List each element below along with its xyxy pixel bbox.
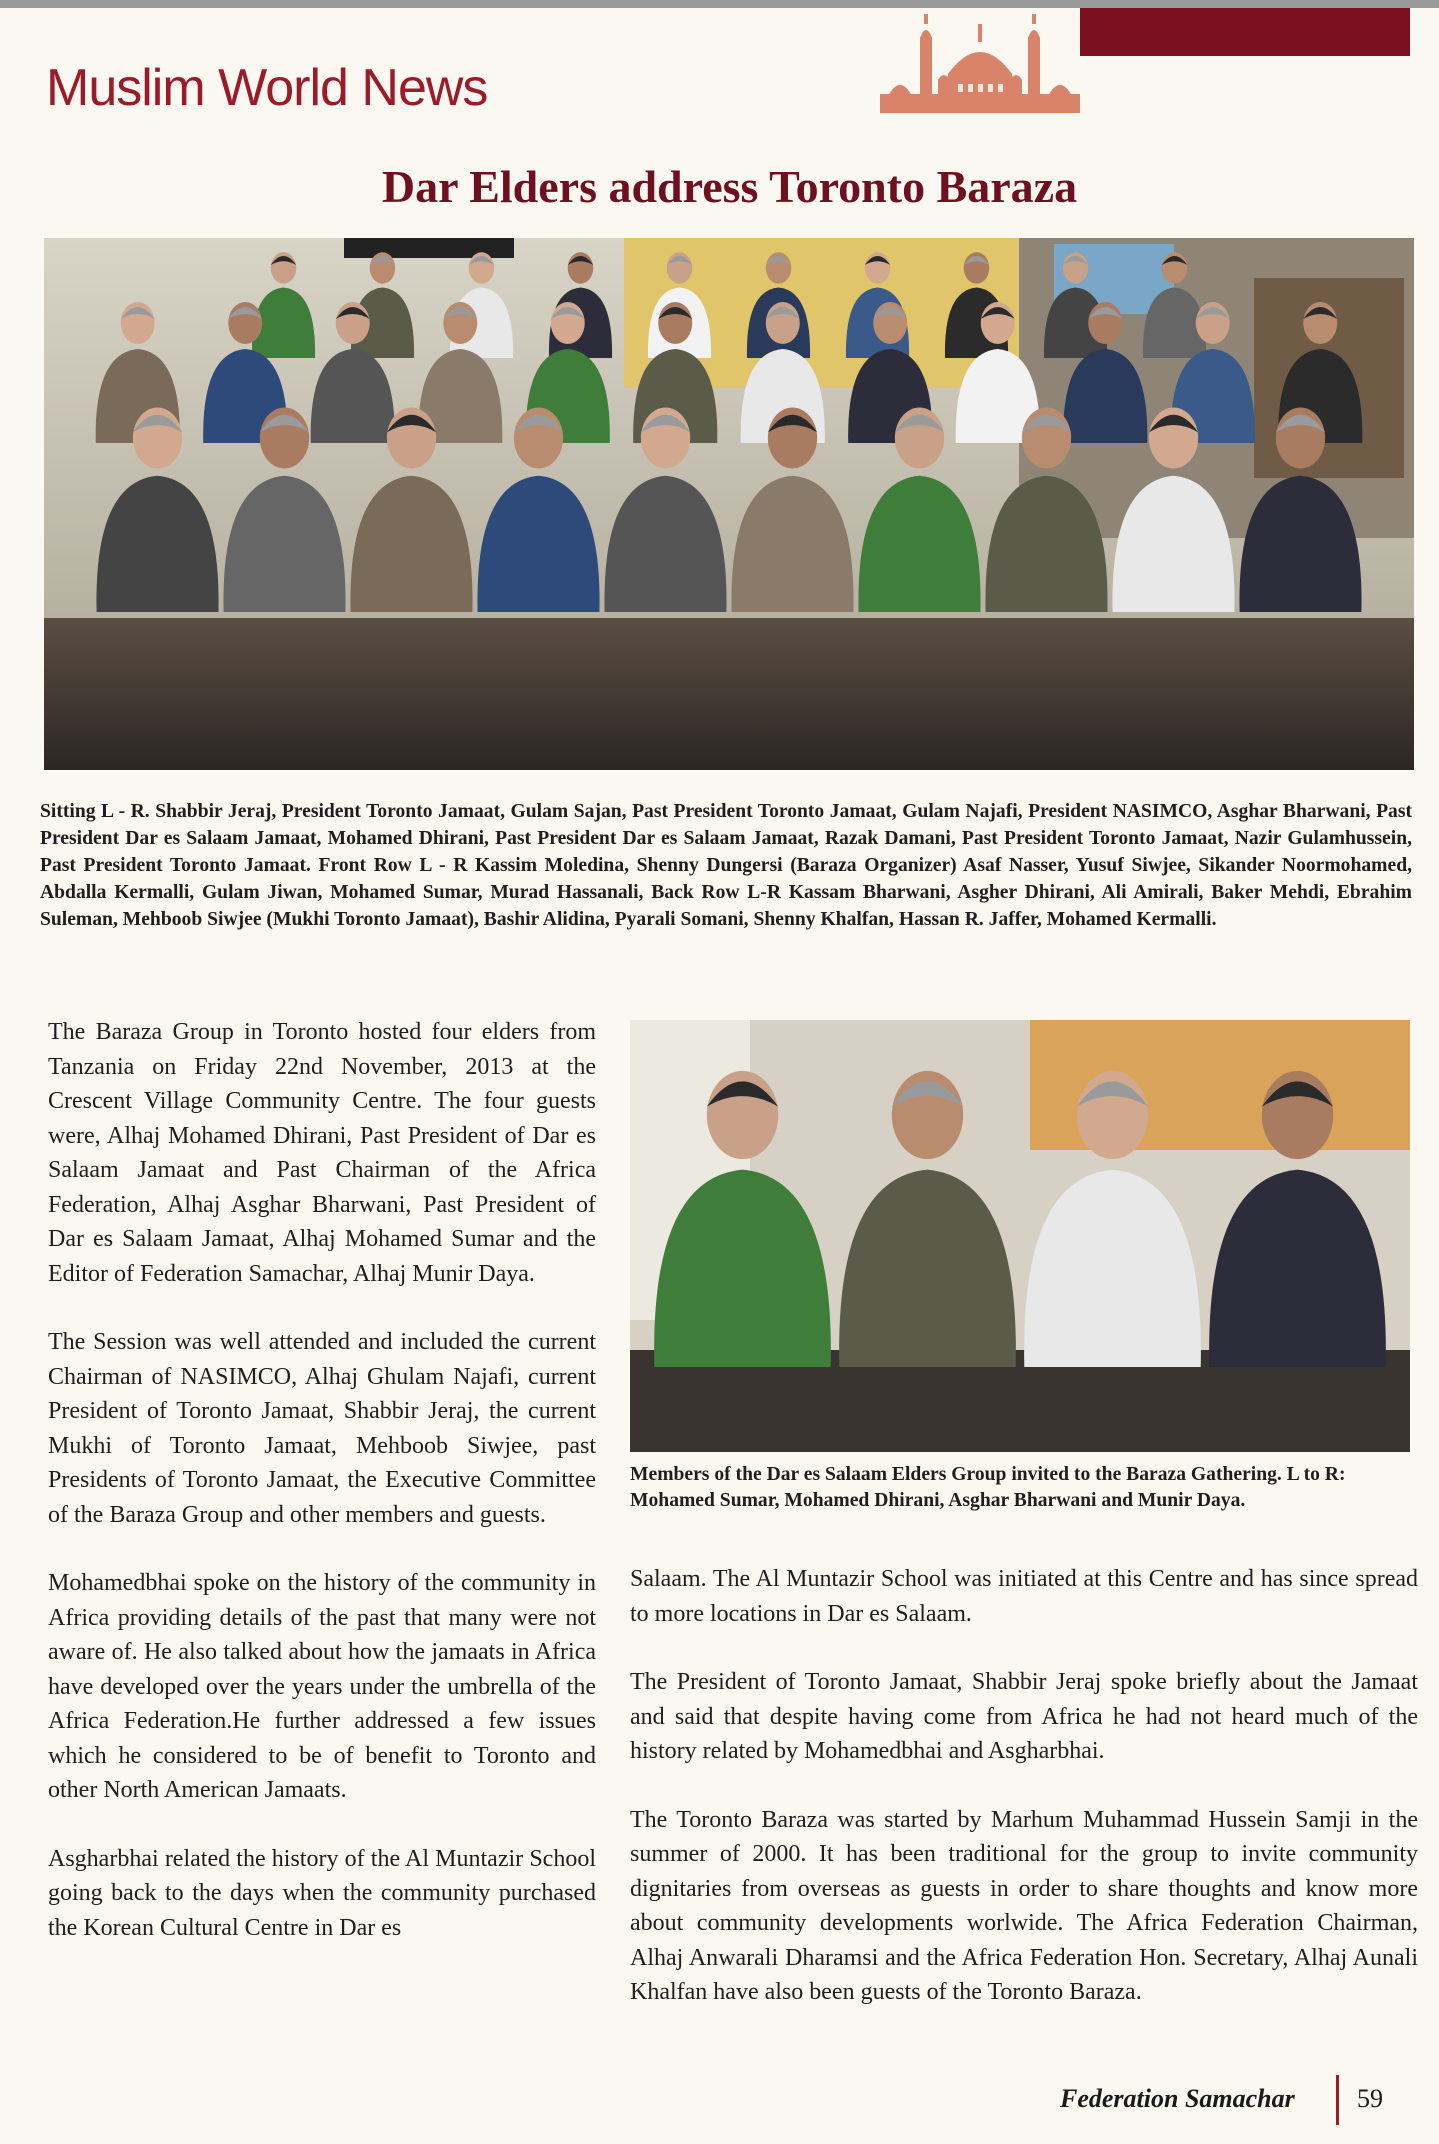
- section-title: Muslim World News: [46, 59, 488, 117]
- publication-name: Federation Samachar: [1060, 2084, 1295, 2113]
- body-paragraph: Mohamedbhai spoke on the history of the community in Africa providing details of the past that many were not aware of. He also talked about how the jamaats in Africa have developed over the years under the umbrella of the Africa Federation.He further addressed a few issues which he considered to be of benefit to Toronto and other North American Jamaats.: [48, 1570, 596, 1803]
- top-rule: [0, 0, 1439, 8]
- article-column-left: [48, 1015, 596, 1979]
- page-number: 59: [1357, 2084, 1383, 2113]
- body-paragraph: The Session was well attended and included the current Chairman of NASIMCO, Alhaj Ghulam Najafi, current President of Toronto Jamaat, Shabbir Jeraj, the current Mukhi of Toronto Jamaat, Mehboob Siwjee, past Presidents of Toronto Jamaat, the Executive Committee of the Baraza Group and other members and guests.: [48, 1329, 596, 1528]
- group-photo-main: [44, 238, 1414, 770]
- mosque-silhouette-icon: [880, 8, 1080, 113]
- article-headline: Dar Elders address Toronto Baraza: [381, 161, 1078, 212]
- body-paragraph: The Baraza Group in Toronto hosted four elders from Tanzania on Friday 22nd November, 2013 at the Crescent Village Community Centre. The four guests were, Alhaj Mohamed Dhirani, Past President of Dar es Salaam Jamaat and Past Chairman of the Africa Federation, Alhaj Asghar Bharwani, Past President of Dar es Salaam Jamaat, Alhaj Mohamed Sumar and the Editor of Federation Samachar, Alhaj Munir Daya.: [48, 1019, 596, 1287]
- body-paragraph: The President of Toronto Jamaat, Shabbir Jeraj spoke briefly about the Jamaat and said that despite having come from Africa he had not heard much of the history related by Mohamedbhai and Asgharbhai.: [630, 1669, 1418, 1764]
- footer-divider: [1336, 2075, 1339, 2125]
- body-paragraph: The Toronto Baraza was started by Marhum Muhammad Hussein Samji in the summer of 2000. It has been traditional for the group to invite community dignitaries from overseas as guests in order to share thoughts and know more about community developments worlwide. The Africa Federation Chairman, Alhaj Anwarali Dharamsi and the Africa Federation Hon. Secretary, Alhaj Aunali Khalfan have also been guests of the Toronto Baraza.: [630, 1806, 1418, 2005]
- header-color-bar: [1080, 8, 1410, 56]
- body-paragraph: Asgharbhai related the history of the Al Muntazir School going back to the days when the community purchased the Korean Cultural Centre in Dar es: [48, 1845, 596, 1941]
- group-photo-elders: [630, 1020, 1410, 1452]
- body-paragraph: Salaam. The Al Muntazir School was initiated at this Centre and has since spread to more locations in Dar es Salaam.: [630, 1566, 1418, 1627]
- article-column-right: [630, 1562, 1418, 2044]
- photo-caption-main: Sitting L - R. Shabbir Jeraj, President Toronto Jamaat, Gulam Sajan, Past President Toronto Jamaat, Gulam Najafi, President NASIMCO, Asghar Bharwani, Past President Dar es Salaam Jamaat, Mohamed Dhirani, Past President Dar es Salaam Jamaat, Razak Damani, Past President Toronto Jamaat, Nazir Gulamhussein, Past President Toronto Jamaat. Front Row L - R Kassim Moledina, Shenny Dungersi (Baraza Organizer) Asaf Nasser, Yusuf Siwjee, Sikander Noormohamed, Abdalla Kermalli, Gulam Jiwan, Mohamed Sumar, Murad Hassanali, Back Row L-R Kassam Bharwani, Asgher Dhirani, Ali Amirali, Baker Mehdi, Ebrahim Suleman, Mehboob Siwjee (Mukhi Toronto Jamaat), Bashir Alidina, Pyarali Somani, Shenny Khalfan, Hassan R. Jaffer, Mohamed Kermalli.: [40, 801, 1412, 930]
- photo-caption-elders: Members of the Dar es Salaam Elders Group invited to the Baraza Gathering. L to R: Mohamed Sumar, Mohamed Dhirani, Asghar Bharwani and Munir Daya.: [630, 1464, 1346, 1511]
